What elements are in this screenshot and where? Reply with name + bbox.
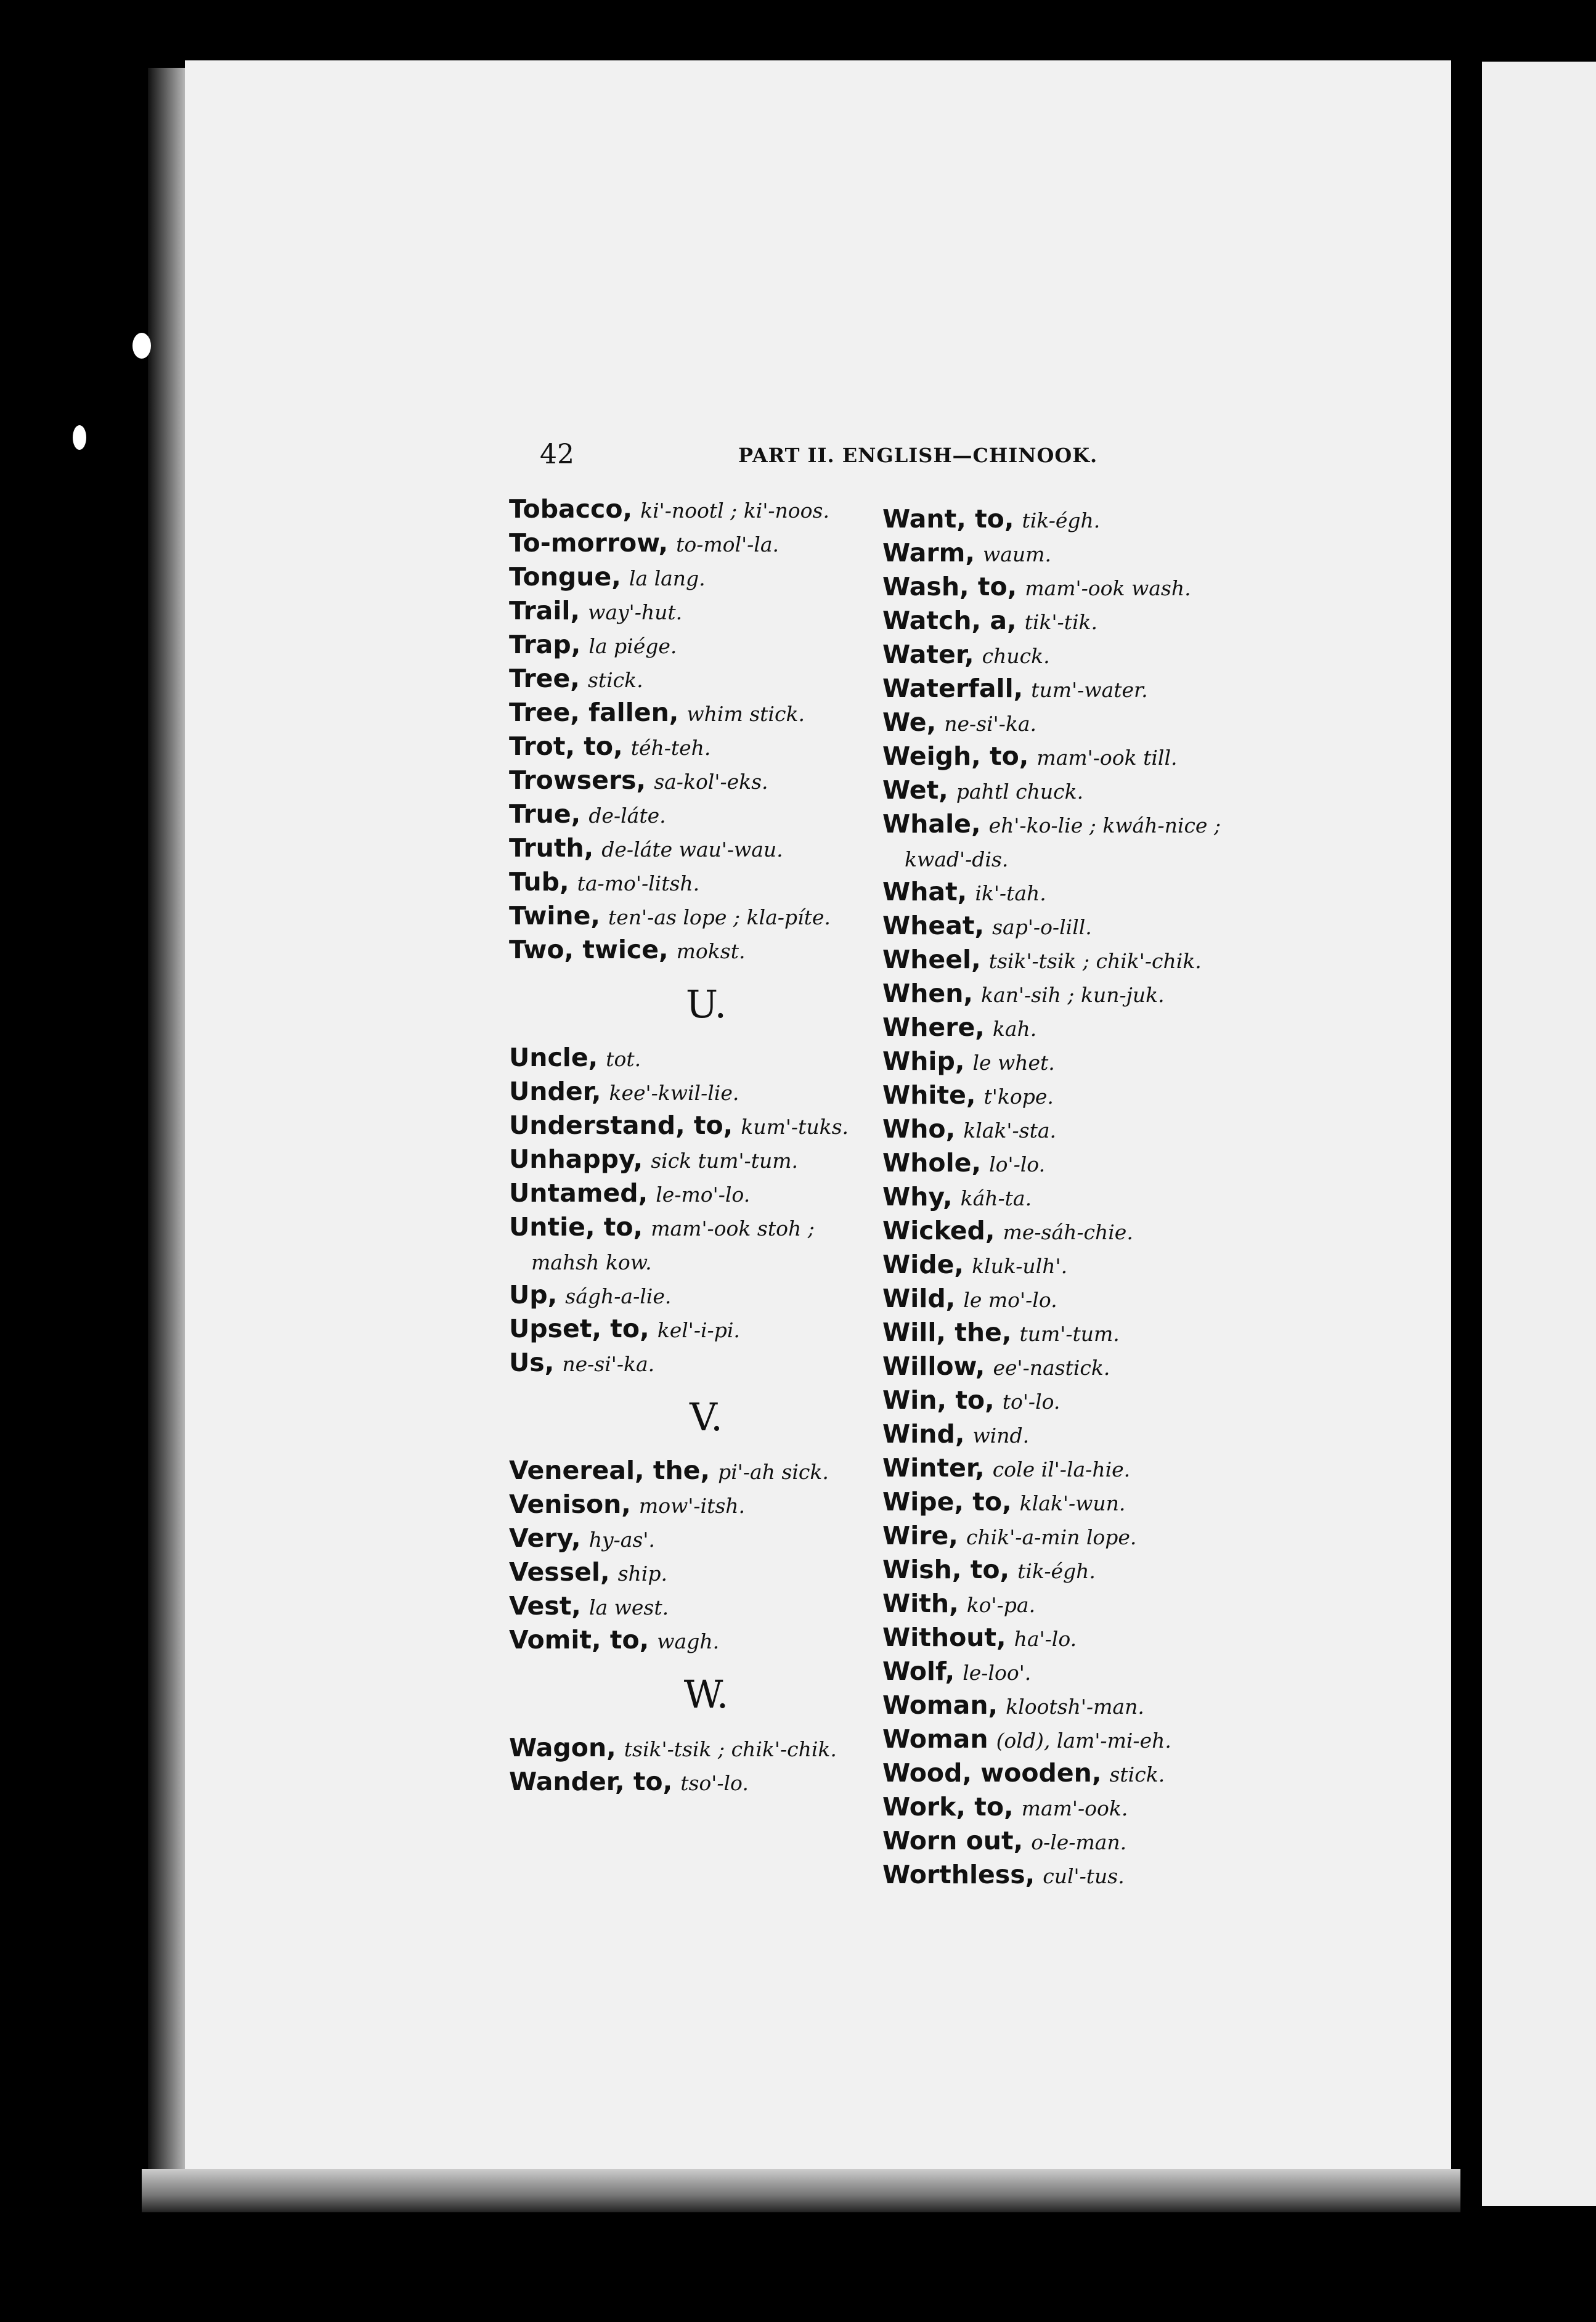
- entry-translation: lo'-lo.: [989, 1152, 1046, 1176]
- u-entries: [509, 1041, 903, 1380]
- entry-headword: Tub,: [509, 867, 569, 897]
- scan-speck: [73, 425, 86, 450]
- entry-translation: kum'-tuks.: [741, 1115, 849, 1139]
- dictionary-entry: [882, 1757, 1301, 1791]
- entry-translation: mokst.: [676, 939, 746, 963]
- entry-translation: mam'-ook.: [1021, 1796, 1128, 1820]
- entry-headword: Whole,: [882, 1148, 982, 1178]
- entry-translation: klak'-wun.: [1019, 1491, 1126, 1515]
- dictionary-entry: [509, 1522, 903, 1556]
- dictionary-entry: [509, 527, 903, 561]
- entry-headword: Wolf,: [882, 1656, 955, 1686]
- entry-headword: Tongue,: [509, 562, 621, 592]
- entry-headword: Wet,: [882, 775, 948, 805]
- entry-translation: káh-ta.: [960, 1186, 1032, 1210]
- entry-headword: Wheat,: [882, 911, 985, 940]
- dictionary-entry: [509, 1279, 903, 1313]
- entry-translation: ko'-pa.: [966, 1593, 1036, 1617]
- entry-translation: ta-mo'-litsh.: [577, 871, 700, 895]
- entry-translation: ne-si'-ka.: [562, 1352, 655, 1376]
- entry-translation: tik'-tik.: [1024, 610, 1098, 634]
- entry-headword: Two, twice,: [509, 935, 669, 964]
- entry-headword: Untie, to,: [509, 1212, 643, 1242]
- letter-heading-w: W.: [683, 1672, 729, 1717]
- dictionary-entry: [882, 1486, 1301, 1520]
- entry-translation: kan'-sih ; kun-juk.: [981, 983, 1165, 1007]
- dictionary-entry: [882, 638, 1301, 672]
- entry-translation: klak'-sta.: [963, 1118, 1057, 1143]
- dictionary-entry: [882, 1079, 1301, 1113]
- entry-translation: le-loo'.: [963, 1661, 1032, 1685]
- entry-headword: Why,: [882, 1182, 953, 1212]
- entry-headword: To-morrow,: [509, 528, 669, 558]
- entry-headword: Wash, to,: [882, 572, 1017, 601]
- dictionary-entry: [882, 1384, 1301, 1418]
- entry-headword: Untamed,: [509, 1178, 648, 1208]
- entry-headword: Work, to,: [882, 1792, 1014, 1822]
- dictionary-entry: [882, 1791, 1301, 1825]
- dictionary-entry: [509, 934, 903, 968]
- entry-headword: True,: [509, 799, 581, 829]
- entry-translation: waum.: [983, 542, 1051, 566]
- entry-translation: to'-lo.: [1002, 1390, 1061, 1414]
- dictionary-entry: [882, 571, 1301, 605]
- entry-translation: sick tum'-tum.: [651, 1149, 798, 1173]
- dictionary-entry: [509, 561, 903, 595]
- entry-headword: Wind,: [882, 1419, 965, 1449]
- entry-headword: When,: [882, 979, 973, 1008]
- dictionary-entry: [882, 1655, 1301, 1689]
- entry-headword: Under,: [509, 1077, 601, 1106]
- entry-translation: la lang.: [629, 566, 706, 590]
- dictionary-entry: [509, 1177, 903, 1211]
- entry-translation: wagh.: [657, 1629, 720, 1653]
- entry-headword: Winter,: [882, 1453, 985, 1483]
- entry-translation: way'-hut.: [588, 600, 683, 624]
- entry-headword: Wood, wooden,: [882, 1758, 1102, 1788]
- dictionary-entry: [882, 808, 1301, 842]
- entry-translation: le-mo'-lo.: [656, 1183, 751, 1207]
- entry-translation: tik-égh.: [1017, 1559, 1096, 1583]
- page-number: 42: [540, 439, 574, 470]
- dictionary-entry: [509, 1590, 903, 1624]
- dictionary-entry: [882, 1825, 1301, 1859]
- dictionary-entry: [882, 537, 1301, 571]
- dictionary-entry: [509, 629, 903, 662]
- dictionary-entry: [882, 1181, 1301, 1215]
- entry-translation: tsik'-tsik ; chik'-chik.: [624, 1737, 837, 1761]
- entry-translation: mahsh kow.: [531, 1250, 652, 1274]
- dictionary-entry: [509, 832, 903, 866]
- entry-translation: mow'-itsh.: [638, 1494, 746, 1518]
- entry-headword: Water,: [882, 640, 974, 669]
- w-entries: [509, 1732, 903, 1799]
- dictionary-entry: [882, 1452, 1301, 1486]
- entry-headword: Wicked,: [882, 1216, 995, 1245]
- entry-translation: tso'-lo.: [680, 1771, 749, 1795]
- entry-headword: Win, to,: [882, 1385, 995, 1415]
- page-title: PART II. ENGLISH—CHINOOK.: [738, 444, 1098, 467]
- entry-translation: de-láte.: [588, 804, 666, 828]
- dictionary-entry: [509, 1109, 903, 1143]
- entry-headword: Understand, to,: [509, 1110, 733, 1140]
- w-entries-continued: [882, 503, 1301, 1892]
- entry-translation: hy-as'.: [588, 1528, 655, 1552]
- entry-headword: Twine,: [509, 901, 600, 931]
- entry-translation: cole il'-la-hie.: [992, 1457, 1131, 1481]
- dictionary-entry: [882, 605, 1301, 638]
- entry-headword: Trail,: [509, 596, 580, 625]
- entry-headword: Warm,: [882, 538, 975, 568]
- entry-headword: Wander, to,: [509, 1767, 673, 1796]
- entry-headword: Wheel,: [882, 945, 981, 974]
- entry-translation: ship.: [617, 1562, 667, 1586]
- entry-translation: wind.: [972, 1424, 1030, 1448]
- entry-headword: Unhappy,: [509, 1144, 643, 1174]
- dictionary-entry: [882, 1147, 1301, 1181]
- entry-translation: whim stick.: [686, 702, 805, 726]
- entry-translation: ki'-nootl ; ki'-noos.: [640, 499, 829, 523]
- entry-translation: t'kope.: [983, 1085, 1054, 1109]
- dictionary-entry: [509, 1732, 903, 1766]
- dictionary-entry: [882, 1554, 1301, 1587]
- dictionary-entry: [882, 1045, 1301, 1079]
- dictionary-entry: [882, 740, 1301, 774]
- v-entries: [509, 1454, 903, 1658]
- entry-headword: Wire,: [882, 1521, 958, 1550]
- entry-headword: Truth,: [509, 833, 594, 863]
- entry-translation: téh-teh.: [630, 736, 711, 760]
- dictionary-entry: [882, 706, 1301, 740]
- entry-translation: tsik'-tsik ; chik'-chik.: [988, 949, 1202, 973]
- entry-headword: Trap,: [509, 630, 581, 659]
- entry-translation: ik'-tah.: [975, 881, 1046, 905]
- entry-translation: me-sáh-chie.: [1003, 1220, 1133, 1244]
- entry-headword: Tobacco,: [509, 494, 633, 524]
- entry-headword: Tree, fallen,: [509, 698, 679, 727]
- entry-translation: ee'-nastick.: [993, 1356, 1110, 1380]
- dictionary-entry: [509, 696, 903, 730]
- dictionary-entry: [882, 1011, 1301, 1045]
- dictionary-entry: [882, 774, 1301, 808]
- dictionary-entry: [882, 1418, 1301, 1452]
- dictionary-entry: [509, 1454, 903, 1488]
- entry-headword: Uncle,: [509, 1043, 598, 1072]
- entry-translation: chik'-a-min lope.: [966, 1525, 1137, 1549]
- entry-translation: kluk-ulh'.: [972, 1254, 1068, 1278]
- entry-headword: Trowsers,: [509, 765, 646, 795]
- entry-translation: la west.: [588, 1595, 669, 1619]
- letter-heading-v: V.: [690, 1395, 723, 1440]
- dictionary-entry: [509, 900, 903, 934]
- entry-continuation: [882, 842, 1301, 876]
- entry-headword: Where,: [882, 1012, 985, 1042]
- dictionary-entry: [509, 866, 903, 900]
- entry-translation: kee'-kwil-lie.: [609, 1081, 739, 1105]
- entry-translation: ha'-lo.: [1014, 1627, 1077, 1651]
- entry-headword: Watch, a,: [882, 606, 1017, 635]
- dictionary-entry: [509, 1624, 903, 1658]
- dictionary-entry: [882, 943, 1301, 977]
- entry-translation: mam'-ook till.: [1036, 746, 1178, 770]
- dictionary-entry: [882, 876, 1301, 910]
- entry-headword: With,: [882, 1589, 959, 1618]
- t-entries: [509, 493, 903, 968]
- entry-translation: tot.: [606, 1047, 641, 1071]
- entry-headword: Up,: [509, 1280, 558, 1310]
- entry-headword: Venison,: [509, 1489, 631, 1519]
- dictionary-entry: [882, 1113, 1301, 1147]
- entry-translation: la piége.: [588, 634, 677, 658]
- entry-headword: Woman,: [882, 1690, 998, 1720]
- entry-headword: Tree,: [509, 664, 580, 693]
- dictionary-entry: [509, 1488, 903, 1522]
- dictionary-entry: [882, 1723, 1301, 1757]
- dictionary-entry: [509, 730, 903, 764]
- entry-translation: kah.: [992, 1017, 1037, 1041]
- dictionary-entry: [882, 503, 1301, 537]
- dictionary-entry: [882, 1689, 1301, 1723]
- entry-headword: Worthless,: [882, 1860, 1035, 1889]
- dictionary-entry: [509, 1143, 903, 1177]
- dictionary-entry: [509, 595, 903, 629]
- dictionary-entry: [509, 1766, 903, 1799]
- entry-headword: Will, the,: [882, 1318, 1012, 1347]
- entry-translation: chuck.: [982, 644, 1050, 668]
- entry-continuation: [509, 1245, 903, 1279]
- dictionary-entry: [509, 1556, 903, 1590]
- entry-headword: Willow,: [882, 1351, 985, 1381]
- dictionary-entry: [882, 910, 1301, 943]
- entry-headword: Worn out,: [882, 1826, 1024, 1856]
- dictionary-entry: [882, 1859, 1301, 1892]
- entry-headword: Whale,: [882, 809, 981, 839]
- dictionary-entry: [882, 1350, 1301, 1384]
- facing-page-edge: [1482, 62, 1596, 2206]
- entry-translation: ten'-as lope ; kla-píte.: [608, 905, 831, 929]
- entry-headword: Trot, to,: [509, 731, 623, 761]
- dictionary-entry: [509, 1313, 903, 1346]
- entry-translation: mam'-ook wash.: [1025, 576, 1191, 600]
- entry-translation: tum'-water.: [1031, 678, 1148, 702]
- entry-translation: pahtl chuck.: [956, 780, 1084, 804]
- entry-translation: to-mol'-la.: [676, 532, 780, 556]
- entry-headword: Vest,: [509, 1591, 581, 1621]
- entry-translation: de-láte wau'-wau.: [601, 837, 783, 862]
- entry-headword: Us,: [509, 1348, 555, 1377]
- dictionary-entry: [509, 764, 903, 798]
- entry-translation: tum'-tum.: [1019, 1322, 1120, 1346]
- dictionary-entry: [882, 1249, 1301, 1282]
- entry-headword: Wild,: [882, 1284, 956, 1313]
- dictionary-entry: [882, 1316, 1301, 1350]
- entry-headword: Venereal, the,: [509, 1456, 710, 1485]
- entry-headword: Wish, to,: [882, 1555, 1010, 1584]
- dictionary-entry: [509, 1041, 903, 1075]
- entry-headword: Wide,: [882, 1250, 964, 1279]
- entry-headword: Who,: [882, 1114, 956, 1144]
- entry-translation: ságh-a-lie.: [565, 1284, 672, 1308]
- entry-translation: stick.: [1109, 1762, 1165, 1786]
- entry-translation: mam'-ook stoh ;: [651, 1216, 815, 1240]
- dictionary-entry: [882, 672, 1301, 706]
- dictionary-entry: [882, 1215, 1301, 1249]
- entry-headword: Whip,: [882, 1046, 965, 1076]
- entry-headword: Upset, to,: [509, 1314, 649, 1343]
- dictionary-entry: [509, 662, 903, 696]
- entry-headword: What,: [882, 877, 967, 906]
- entry-translation: le mo'-lo.: [963, 1288, 1057, 1312]
- scan-speck: [132, 333, 151, 359]
- dictionary-entry: [882, 1587, 1301, 1621]
- left-column: [509, 493, 903, 1799]
- entry-translation: kwad'-dis.: [905, 847, 1009, 871]
- entry-translation: tik-égh.: [1022, 508, 1101, 532]
- entry-headword: Vomit, to,: [509, 1625, 649, 1655]
- entry-headword: Very,: [509, 1523, 581, 1553]
- entry-headword: Wipe, to,: [882, 1487, 1012, 1517]
- entry-headword: Wagon,: [509, 1733, 616, 1762]
- entry-translation: sap'-o-lill.: [992, 915, 1092, 939]
- entry-translation: (old), lam'-mi-eh.: [996, 1729, 1171, 1753]
- entry-translation: pi'-ah sick.: [718, 1460, 829, 1484]
- dictionary-entry: [509, 493, 903, 527]
- dictionary-entry: [509, 1075, 903, 1109]
- entry-headword: Without,: [882, 1623, 1006, 1652]
- entry-headword: Waterfall,: [882, 674, 1024, 703]
- entry-translation: o-le-man.: [1031, 1830, 1127, 1854]
- dictionary-entry: [882, 1282, 1301, 1316]
- right-column: [882, 503, 1301, 1892]
- dictionary-entry: [882, 977, 1301, 1011]
- entry-headword: Weigh, to,: [882, 741, 1029, 771]
- entry-translation: cul'-tus.: [1043, 1864, 1125, 1888]
- entry-headword: White,: [882, 1080, 976, 1110]
- entry-translation: le whet.: [972, 1051, 1055, 1075]
- entry-translation: klootsh'-man.: [1006, 1695, 1144, 1719]
- dictionary-entry: [882, 1621, 1301, 1655]
- entry-headword: Want, to,: [882, 504, 1014, 534]
- page-binding-edge: [148, 68, 186, 2200]
- dictionary-entry: [882, 1520, 1301, 1554]
- dictionary-entry: [509, 1346, 903, 1380]
- page-bottom-edge: [142, 2169, 1460, 2212]
- entry-translation: sa-kol'-eks.: [654, 770, 768, 794]
- entry-translation: eh'-ko-lie ; kwáh-nice ;: [988, 813, 1221, 837]
- entry-headword: Vessel,: [509, 1557, 610, 1587]
- entry-translation: stick.: [587, 668, 643, 692]
- entry-translation: kel'-i-pi.: [657, 1318, 740, 1342]
- dictionary-entry: [509, 1211, 903, 1245]
- entry-headword: We,: [882, 707, 937, 737]
- entry-headword: Woman: [882, 1724, 988, 1754]
- letter-heading-u: U.: [685, 982, 727, 1027]
- entry-translation: ne-si'-ka.: [944, 712, 1037, 736]
- dictionary-entry: [509, 798, 903, 832]
